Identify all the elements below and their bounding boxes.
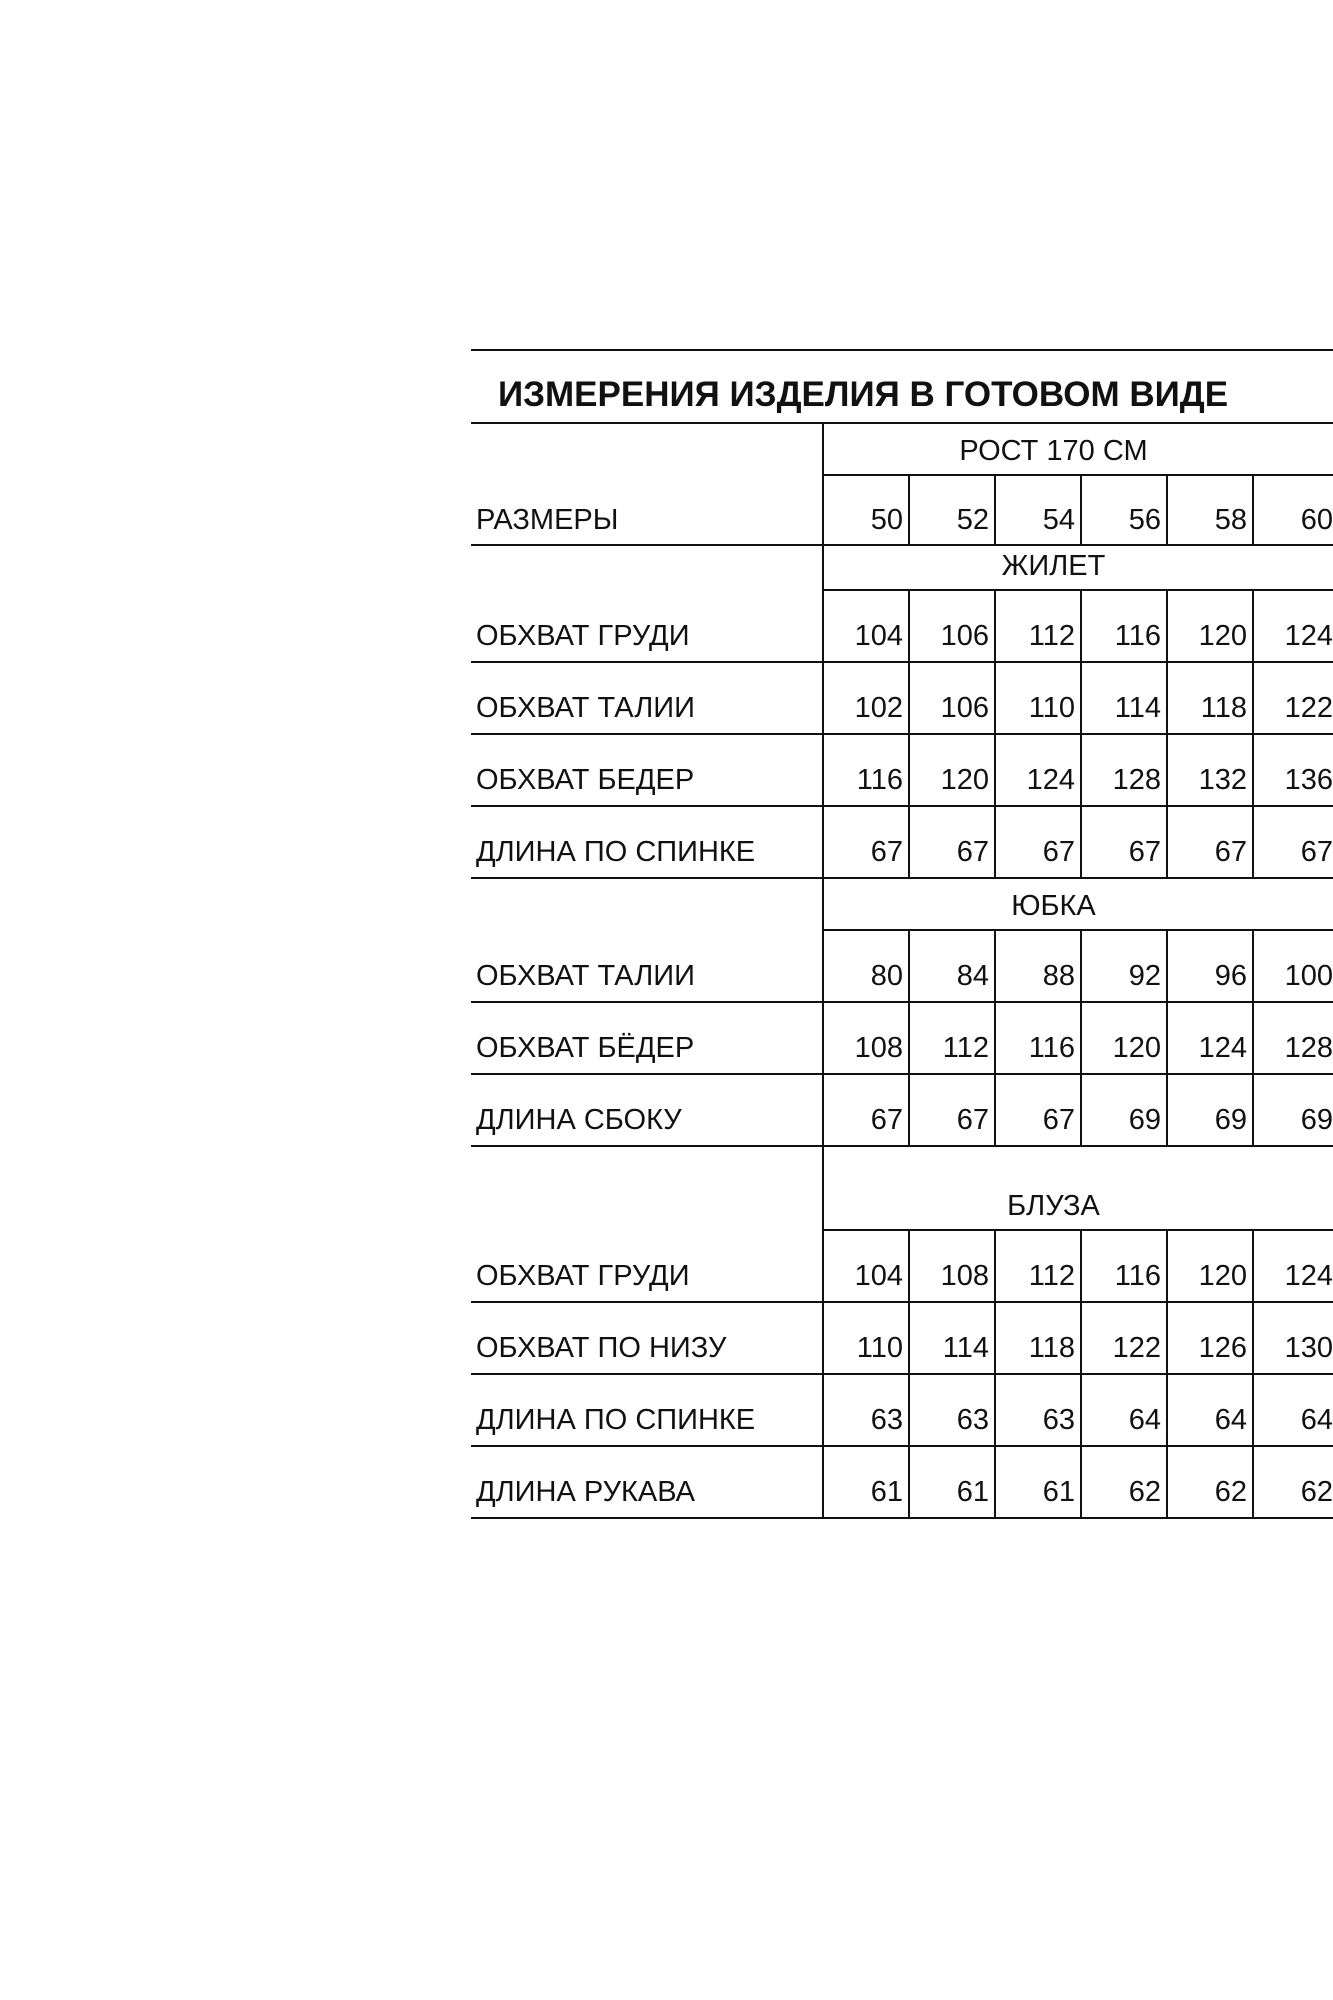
measurement-value: 124 bbox=[1198, 1032, 1247, 1064]
row-rule bbox=[471, 1517, 1333, 1519]
measurement-value: 62 bbox=[1214, 1476, 1247, 1508]
section-title: БЛУЗА bbox=[1007, 1190, 1100, 1222]
measurement-label: ДЛИНА ПО СПИНКЕ bbox=[476, 1404, 756, 1436]
measurement-value: 104 bbox=[854, 620, 903, 652]
section-title: ЮБКА bbox=[1011, 890, 1096, 922]
measurement-value: 124 bbox=[1284, 1260, 1333, 1292]
measurement-value: 88 bbox=[1042, 960, 1075, 992]
row-rule bbox=[471, 1445, 1333, 1447]
measurement-value: 108 bbox=[854, 1032, 903, 1064]
measurement-label: ОБХВАТ ТАЛИИ bbox=[476, 692, 695, 724]
measurement-value: 106 bbox=[940, 620, 989, 652]
measurement-value: 100 bbox=[1284, 960, 1333, 992]
row-rule bbox=[471, 733, 1333, 735]
section-rule bbox=[823, 1229, 1333, 1231]
measurement-value: 124 bbox=[1026, 764, 1075, 796]
table-top-rule bbox=[471, 349, 1333, 351]
row-rule bbox=[471, 1301, 1333, 1303]
size-54: 54 bbox=[1042, 504, 1075, 536]
size-58: 58 bbox=[1214, 504, 1247, 536]
measurement-label: ОБХВАТ ГРУДИ bbox=[476, 620, 690, 652]
measurement-value: 128 bbox=[1284, 1032, 1333, 1064]
measurement-label: ОБХВАТ БЁДЕР bbox=[476, 1032, 695, 1064]
measurement-value: 124 bbox=[1284, 620, 1333, 652]
measurement-value: 61 bbox=[956, 1476, 989, 1508]
measurement-value: 62 bbox=[1300, 1476, 1333, 1508]
measurement-value: 63 bbox=[956, 1404, 989, 1436]
section-title: ЖИЛЕТ bbox=[1001, 550, 1106, 582]
sizes-rule bbox=[471, 544, 1333, 546]
row-rule bbox=[471, 1073, 1333, 1075]
row-rule bbox=[471, 1373, 1333, 1375]
measurement-value: 64 bbox=[1128, 1404, 1161, 1436]
measurement-label: ОБХВАТ ПО НИЗУ bbox=[476, 1332, 727, 1364]
measurement-value: 130 bbox=[1284, 1332, 1333, 1364]
measurement-value: 104 bbox=[854, 1260, 903, 1292]
measurement-label: ОБХВАТ ТАЛИИ bbox=[476, 960, 695, 992]
measurement-value: 110 bbox=[1028, 692, 1075, 724]
measurement-label: ДЛИНА СБОКУ bbox=[476, 1104, 682, 1136]
measurement-value: 96 bbox=[1214, 960, 1247, 992]
measurement-value: 108 bbox=[940, 1260, 989, 1292]
measurement-value: 112 bbox=[942, 1032, 989, 1064]
measurement-value: 67 bbox=[1214, 836, 1247, 868]
measurement-value: 120 bbox=[940, 764, 989, 796]
measurement-value: 122 bbox=[1284, 692, 1333, 724]
table-title: ИЗМЕРЕНИЯ ИЗДЕЛИЯ В ГОТОВОМ ВИДЕ bbox=[497, 375, 1229, 414]
measurement-value: 118 bbox=[1200, 692, 1247, 724]
size-52: 52 bbox=[956, 504, 989, 536]
measurement-value: 69 bbox=[1300, 1104, 1333, 1136]
measurement-value: 112 bbox=[1028, 620, 1075, 652]
measurement-value: 84 bbox=[956, 960, 989, 992]
measurement-value: 116 bbox=[1028, 1032, 1075, 1064]
row-rule bbox=[471, 1145, 1333, 1147]
measurement-value: 63 bbox=[870, 1404, 903, 1436]
measurement-value: 61 bbox=[1042, 1476, 1075, 1508]
measurement-value: 114 bbox=[942, 1332, 989, 1364]
measurement-value: 67 bbox=[870, 836, 903, 868]
size-50: 50 bbox=[870, 504, 903, 536]
measurement-value: 120 bbox=[1198, 620, 1247, 652]
measurement-value: 67 bbox=[956, 1104, 989, 1136]
measurement-value: 106 bbox=[940, 692, 989, 724]
measurement-label: ОБХВАТ БЕДЕР bbox=[476, 764, 695, 796]
height-label: РОСТ 170 СМ bbox=[959, 435, 1148, 467]
measurement-value: 128 bbox=[1112, 764, 1161, 796]
title-rule bbox=[471, 422, 1333, 424]
measurement-value: 136 bbox=[1284, 764, 1333, 796]
measurement-value: 116 bbox=[1114, 1260, 1161, 1292]
measurement-value: 118 bbox=[1028, 1332, 1075, 1364]
measurement-value: 110 bbox=[856, 1332, 903, 1364]
measurement-value: 112 bbox=[1028, 1260, 1075, 1292]
size-56: 56 bbox=[1128, 504, 1161, 536]
row-rule bbox=[471, 805, 1333, 807]
measurement-value: 102 bbox=[854, 692, 903, 724]
row-rule bbox=[471, 877, 1333, 879]
sizes-label: РАЗМЕРЫ bbox=[476, 504, 619, 536]
size-60: 60 bbox=[1300, 504, 1333, 536]
measurement-value: 67 bbox=[956, 836, 989, 868]
measurement-value: 67 bbox=[1042, 836, 1075, 868]
measurement-value: 63 bbox=[1042, 1404, 1075, 1436]
measurement-value: 116 bbox=[1114, 620, 1161, 652]
measurement-value: 67 bbox=[870, 1104, 903, 1136]
measurement-value: 120 bbox=[1198, 1260, 1247, 1292]
measurement-value: 64 bbox=[1300, 1404, 1333, 1436]
row-rule bbox=[471, 661, 1333, 663]
measurement-value: 80 bbox=[870, 960, 903, 992]
measurement-value: 61 bbox=[870, 1476, 903, 1508]
measurement-label: ДЛИНА ПО СПИНКЕ bbox=[476, 836, 756, 868]
measurement-value: 67 bbox=[1300, 836, 1333, 868]
measurement-value: 64 bbox=[1214, 1404, 1247, 1436]
measurement-value: 67 bbox=[1042, 1104, 1075, 1136]
measurement-value: 116 bbox=[856, 764, 903, 796]
section-rule bbox=[823, 589, 1333, 591]
section-rule bbox=[823, 929, 1333, 931]
measurement-value: 67 bbox=[1128, 836, 1161, 868]
measurement-label: ДЛИНА РУКАВА bbox=[476, 1476, 695, 1508]
measurement-value: 69 bbox=[1128, 1104, 1161, 1136]
measurement-value: 62 bbox=[1128, 1476, 1161, 1508]
measurement-value: 114 bbox=[1114, 692, 1161, 724]
measurement-value: 132 bbox=[1198, 764, 1247, 796]
row-rule bbox=[471, 1001, 1333, 1003]
height-rule bbox=[823, 474, 1333, 476]
measurement-value: 92 bbox=[1128, 960, 1161, 992]
measurement-label: ОБХВАТ ГРУДИ bbox=[476, 1260, 690, 1292]
measurement-value: 69 bbox=[1214, 1104, 1247, 1136]
measurement-value: 120 bbox=[1112, 1032, 1161, 1064]
measurement-value: 122 bbox=[1112, 1332, 1161, 1364]
measurement-value: 126 bbox=[1198, 1332, 1247, 1364]
